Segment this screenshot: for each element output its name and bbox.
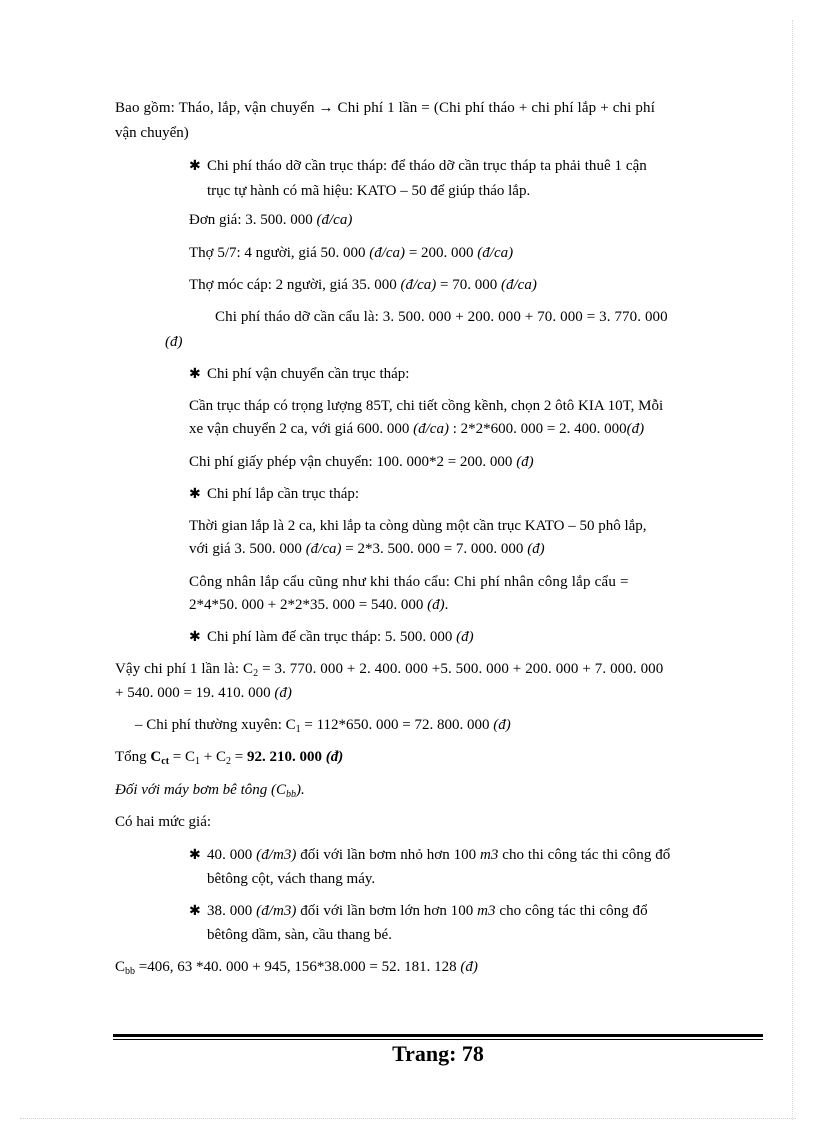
text-line: bêtông cột, vách thang máy.	[207, 871, 376, 887]
page-number: Trang: 78	[392, 1041, 484, 1066]
text-line: Có hai mức giá:	[115, 814, 212, 830]
text-line: Thời gian lắp là 2 ca, khi lắp ta còng dùng một cần trục KATO – 50 phô lắp,	[189, 518, 647, 534]
bullet-item: ✱ Chi phí lắp cần trục tháp:	[189, 484, 359, 505]
star-bullet-icon: ✱	[189, 630, 201, 645]
footer-rule-thick	[113, 1034, 763, 1037]
text-line: Công nhân lắp cẩu cũng như khi tháo cẩu: Chi phí nhân công lắp cẩu =	[189, 574, 629, 590]
bullet-item: ✱ 38. 000 (đ/m3) đối với lần bơm lớn hơn 100 m3 cho công tác thi công đổ	[189, 901, 648, 922]
footer-rule-thin	[113, 1039, 763, 1040]
text-line: vận chuyển)	[115, 125, 189, 141]
text-line: với giá 3. 500. 000 (đ/ca) = 2*3. 500. 000 = 7. 000. 000 (đ)	[189, 541, 545, 557]
section-heading: Đối với máy bơm bê tông $(C_{bb})$.	[115, 782, 305, 800]
bullet-item: ✱ Chi phí vận chuyển cần trục tháp:	[189, 364, 409, 385]
text-line: Bao gồm: Tháo, lắp, vận chuyển → Chi phí 1 lần = (Chi phí tháo + chi phí lắp + chi phí	[115, 100, 656, 116]
page-border-bottom	[20, 1118, 796, 1119]
text-line: Chi phí tháo dỡ cần cẩu là: 3. 500. 000 + 200. 000 + 70. 000 = 3. 770. 000	[215, 309, 668, 325]
text-line: Vậy chi phí 1 lần là: $C_2 = 3$. 770. 000 + 2. 400. 000 +5. 500. 000 + 200. 000 + 7. 000. 000	[115, 661, 664, 679]
text-line: trục tự hành có mã hiệu: KATO – 50 để giúp tháo lắp.	[207, 183, 531, 199]
star-bullet-icon: ✱	[189, 848, 201, 863]
bullet-item: ✱ Chi phí làm đế cần trục tháp: 5. 500. 000 (đ)	[189, 627, 474, 648]
text-line: Đơn giá: 3. 500. 000 (đ/ca)	[189, 212, 353, 228]
text-line: Thợ móc cáp: 2 người, giá 35. 000 (đ/ca) = 70. 000 (đ/ca)	[189, 277, 537, 293]
text-line: + 540. 000 = 19. 410. 000 (đ)	[115, 685, 292, 701]
bullet-item: ✱ 40. 000 (đ/m3) đối với lần bơm nhỏ hơn 100 m3 cho thi công tác thi công đổ	[189, 845, 670, 866]
text-line: Chi phí giấy phép vận chuyển: 100. 000*2 = 200. 000 (đ)	[189, 454, 534, 470]
text-line: $C_{bb} =406$, 63 *40. 000 + 945, 156*38.000 = 52. 181. 128 (đ)	[115, 959, 478, 977]
text-line: (đ)	[165, 334, 183, 350]
text-line: 2*4*50. 000 + 2*2*35. 000 = 540. 000 (đ).	[189, 597, 449, 613]
star-bullet-icon: ✱	[189, 904, 201, 919]
total-line: Tổng $C_{ct} = C_1 + C_2 = 92$. 210. 000 (đ)	[115, 749, 344, 767]
text-line: Cần trục tháp có trọng lượng 85T, chi tiết cồng kềnh, chọn 2 ôtô KIA 10T, Mỗi	[189, 398, 664, 414]
star-bullet-icon: ✱	[189, 159, 201, 174]
page-border-right	[792, 20, 793, 1120]
star-bullet-icon: ✱	[189, 367, 201, 382]
bullet-item: ✱ Chi phí tháo dỡ cần trục tháp: để tháo dỡ cần trục tháp ta phải thuê 1 cận	[189, 156, 647, 177]
text-line: xe vận chuyển 2 ca, với giá 600. 000 (đ/ca) : 2*2*600. 000 = 2. 400. 000(đ)	[189, 421, 645, 437]
text-line: Thợ 5/7: 4 người, giá 50. 000 (đ/ca) = 200. 000 (đ/ca)	[189, 245, 514, 261]
text-line: – Chi phí thường xuyên: $C_1 = 112*650$. 000 = 72. 800. 000 (đ)	[135, 717, 511, 735]
text-line: bêtông dầm, sàn, cầu thang bé.	[207, 927, 392, 943]
star-bullet-icon: ✱	[189, 487, 201, 502]
